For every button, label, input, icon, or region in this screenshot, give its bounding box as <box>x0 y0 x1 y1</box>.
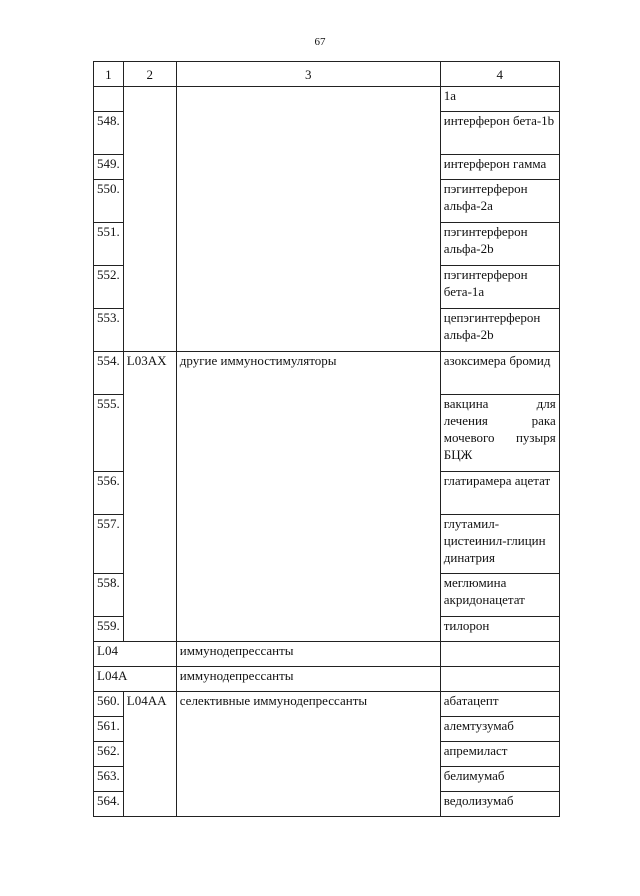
row-number: 562. <box>94 742 124 767</box>
row-number: 554. <box>94 352 124 395</box>
drug-name: пэгинтерферон бета-1a <box>440 266 559 309</box>
group-row <box>94 642 560 667</box>
drug-name <box>440 667 559 692</box>
atc-code: L04AA <box>123 692 176 817</box>
row-number: 549. <box>94 155 124 180</box>
row-number: 553. <box>94 309 124 352</box>
row-number: 555. <box>94 395 124 472</box>
row-number: 551. <box>94 223 124 266</box>
drug-name <box>440 642 559 667</box>
drug-name: интерферон бета-1b <box>440 112 559 155</box>
atc-code: L04 <box>94 642 177 667</box>
table-header-row <box>94 62 560 87</box>
row-number: 552. <box>94 266 124 309</box>
group-row <box>94 667 560 692</box>
drug-name: алемтузумаб <box>440 717 559 742</box>
drug-name: глутамил-цистеинил-глицин динатрия <box>440 515 559 574</box>
drug-name: абатацепт <box>440 692 559 717</box>
drug-name: ведолизумаб <box>440 792 559 817</box>
column-header-1: 1 <box>94 62 124 87</box>
row-number: 563. <box>94 767 124 792</box>
column-header-2: 2 <box>123 62 176 87</box>
drug-name: тилорон <box>440 617 559 642</box>
drug-name: пэгинтерферон альфа-2a <box>440 180 559 223</box>
atc-code: L03AX <box>123 352 176 642</box>
drug-name: 1a <box>440 87 559 112</box>
drug-name: глатирамера ацетат <box>440 472 559 515</box>
column-header-4: 4 <box>440 62 559 87</box>
group-description: другие иммуностимуляторы <box>176 352 440 642</box>
column-header-3: 3 <box>176 62 440 87</box>
drug-name: азоксимера бромид <box>440 352 559 395</box>
drug-name: интерферон гамма <box>440 155 559 180</box>
row-number: 558. <box>94 574 124 617</box>
row-number: 556. <box>94 472 124 515</box>
atc-code <box>123 87 176 352</box>
row-number: 560. <box>94 692 124 717</box>
group-description: селективные иммунодепрессанты <box>176 692 440 817</box>
drug-table <box>93 61 560 817</box>
row-number <box>94 87 124 112</box>
table-row <box>94 352 560 395</box>
row-number: 559. <box>94 617 124 642</box>
row-number: 564. <box>94 792 124 817</box>
row-number: 561. <box>94 717 124 742</box>
drug-name: цепэгинтерферон альфа-2b <box>440 309 559 352</box>
group-description: иммунодепрессанты <box>176 642 440 667</box>
drug-name: меглюмина акридонацетат <box>440 574 559 617</box>
drug-name: пэгинтерферон альфа-2b <box>440 223 559 266</box>
atc-code: L04A <box>94 667 177 692</box>
group-description <box>176 87 440 352</box>
group-description: иммунодепрессанты <box>176 667 440 692</box>
row-number: 548. <box>94 112 124 155</box>
page-number: 67 <box>314 36 326 48</box>
table-row <box>94 692 560 717</box>
row-number: 550. <box>94 180 124 223</box>
drug-name: белимумаб <box>440 767 559 792</box>
table-row <box>94 87 560 112</box>
drug-name: апремиласт <box>440 742 559 767</box>
drug-name: вакцина для лечения рака мочевого пузыря БЦЖ <box>440 395 559 472</box>
row-number: 557. <box>94 515 124 574</box>
